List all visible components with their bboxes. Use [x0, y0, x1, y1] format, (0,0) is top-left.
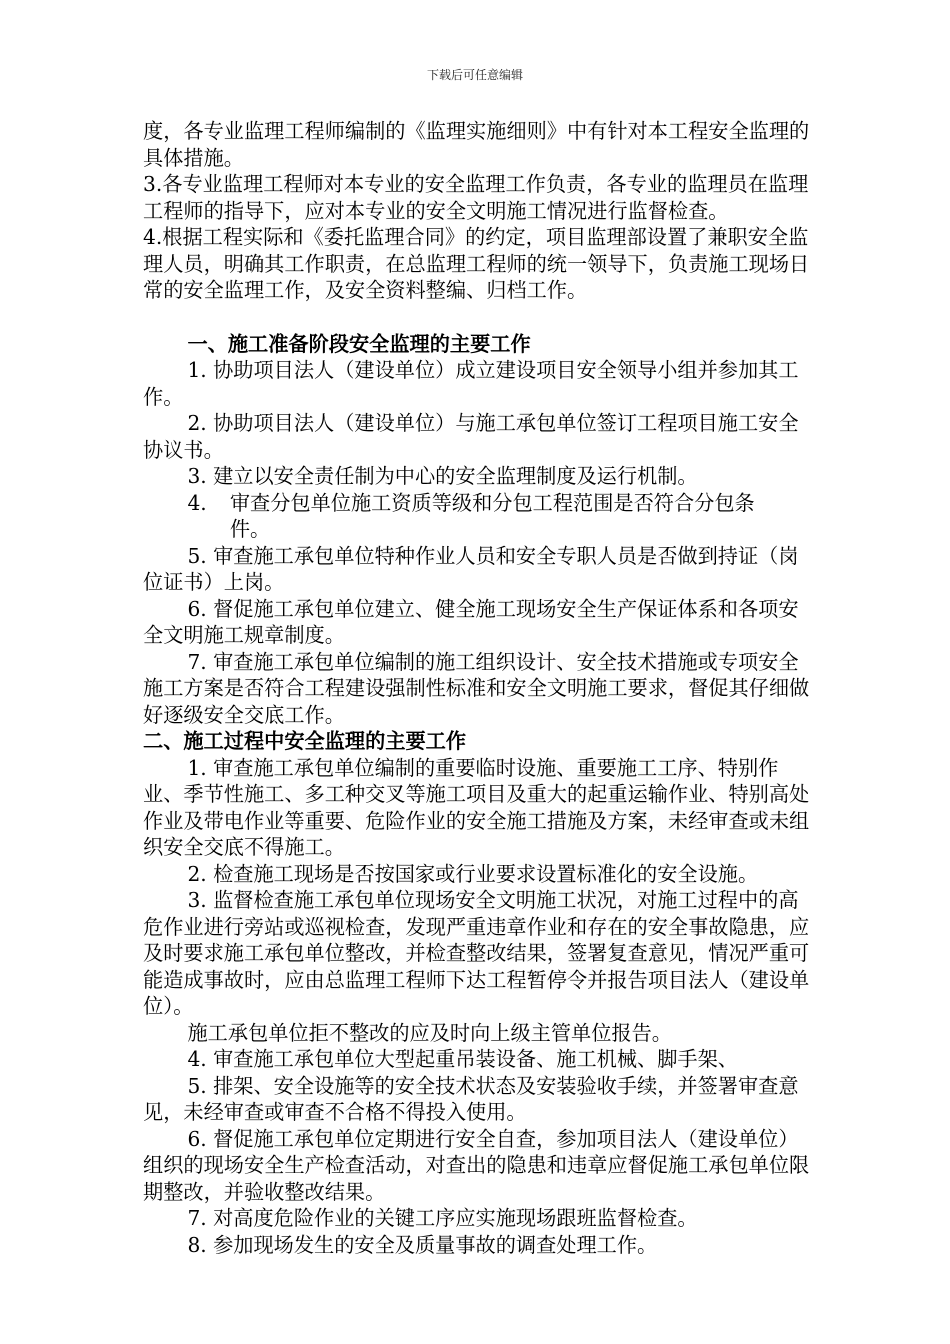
list-item: 施工承包单位拒不整改的应及时向上级主管单位报告。: [187, 1020, 672, 1045]
list-item: 5. 审查施工承包单位特种作业人员和安全专职人员是否做到持证（岗位证书）上岗。: [143, 543, 799, 594]
list-item: 2. 检查施工现场是否按国家或行业要求设置标准化的安全设施。: [187, 861, 759, 886]
intro-paragraph: 度，各专业监理工程师编制的《监理实施细则》中有针对本工程安全监理的具体措施。: [143, 119, 810, 170]
list-item-number: 4.: [187, 490, 207, 515]
list-item: 5. 排架、安全设施等的安全技术状态及安装验收手续，并签署审查意见，未经审查或审查不合格不得投入使用。: [143, 1073, 799, 1124]
list-item: 6. 督促施工承包单位定期进行安全自查，参加项目法人（建设单位）组织的现场安全生产检查活动，对查出的隐患和违章应督促施工承包单位限期整改，并验收整改结果。: [143, 1126, 810, 1204]
list-item: 1. 审查施工承包单位编制的重要临时设施、重要施工工序、特别作业、季节性施工、多工种交叉等施工项目及重大的起重运输作业、特别高处作业及带电作业等重要、危险作业的安全施工措施及方案，未经审查或未组织安全交底不得施工。: [143, 755, 810, 859]
intro-paragraph: 4.根据工程实际和《委托监理合同》的约定，项目监理部设置了兼职安全监理人员，明确其工作职责，在总监理工程师的统一领导下，负责施工现场日常的安全监理工作，及安全资料整编、归档工作。: [143, 225, 810, 302]
section-1-title: 一、施工准备阶段安全监理的主要工作: [187, 331, 531, 356]
document-body: [143, 118, 813, 1258]
list-item: 7. 对高度危险作业的关键工序应实施现场跟班监督检查。: [187, 1206, 698, 1230]
list-item: 7. 审查施工承包单位编制的施工组织设计、安全技术措施或专项安全施工方案是否符合工程建设强制性标准和安全文明施工要求，督促其仔细做好逐级安全交底工作。: [143, 649, 810, 727]
list-item: 8. 参加现场发生的安全及质量事故的调查处理工作。: [187, 1232, 658, 1257]
section-2-title: 二、施工过程中安全监理的主要工作: [143, 729, 467, 753]
list-item: 4. 审查施工承包单位大型起重吊装设备、施工机械、脚手架、: [187, 1047, 738, 1071]
list-item-text: 审查分包单位施工资质等级和分包工程范围是否符合分包条: [229, 490, 755, 515]
page-header: 下载后可任意编辑: [426, 68, 523, 82]
list-item: 6. 督促施工承包单位建立、健全施工现场安全生产保证体系和各项安全文明施工规章制度。: [143, 596, 799, 647]
list-item: 3. 建立以安全责任制为中心的安全监理制度及运行机制。: [187, 464, 698, 488]
intro-paragraph: 3.各专业监理工程师对本专业的安全监理工作负责，各专业的监理员在监理工程师的指导下，应对本专业的安全文明施工情况进行监督检查。: [143, 172, 809, 223]
list-item: 3. 监督检查施工承包单位现场安全文明施工状况，对施工过程中的高危作业进行旁站或巡视检查，发现严重违章作业和存在的安全事故隐患，应及时要求施工承包单位整改，并检查整改结果，签署复查意见，情况严重可能造成事故时，应由总监理工程师下达工程暂停令并报告项目法人（建设单位）。: [143, 888, 810, 1018]
list-item-continuation: 件。: [229, 517, 271, 541]
list-item: 1. 协助项目法人（建设单位）成立建设项目安全领导小组并参加其工作。: [143, 358, 799, 409]
list-item: 2. 协助项目法人（建设单位）与施工承包单位签订工程项目施工安全协议书。: [143, 411, 799, 462]
list-item: [143, 490, 813, 543]
